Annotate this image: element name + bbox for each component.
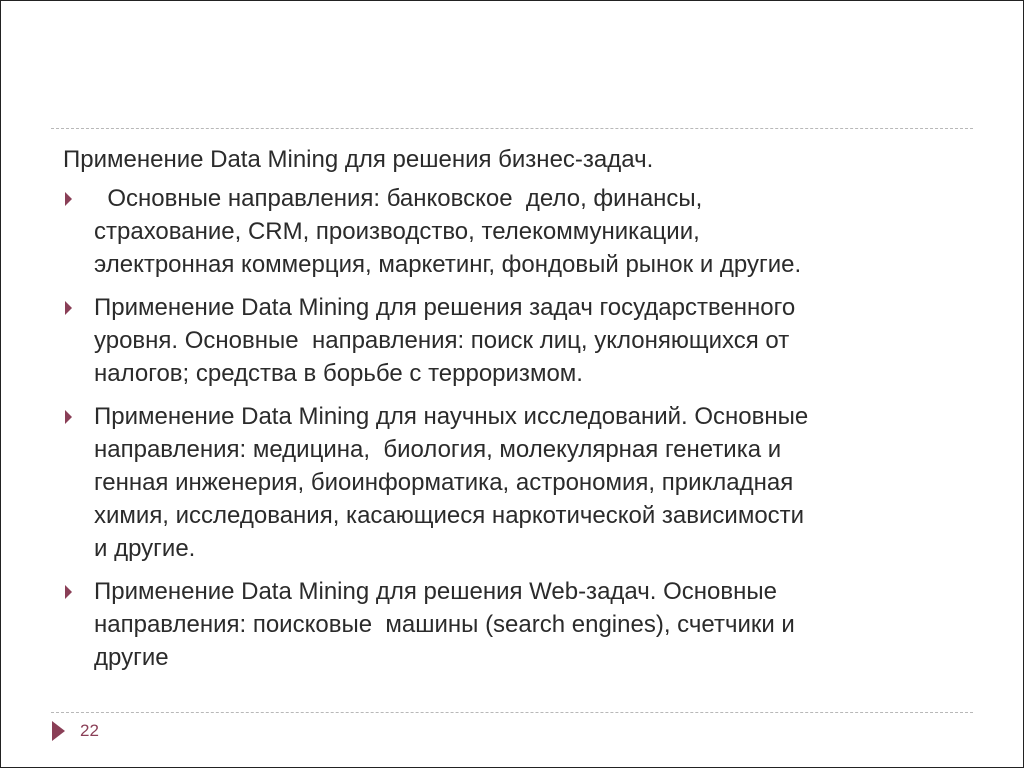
right-triangle-icon [65,301,72,315]
bullet-line: генная инженерия, биоинформатика, астрономия, прикладная [94,469,794,496]
bullet-line: Применение Data Mining для решения задач государственного [94,294,796,321]
bullet-line: уровня. Основные направления: поиск лиц, уклоняющихся от [94,327,790,354]
page-number: 22 [80,721,99,740]
bullet-line: Применение Data Mining для научных исследований. Основные [94,403,809,430]
slide-content [63,143,963,684]
bullet-line: страхование, CRM, производство, телекоммуникации, [94,218,700,245]
top-divider [51,128,973,129]
bullet-line: направления: поисковые машины (search engines), счетчики и [94,611,795,638]
bullet-line: Основные направления: банковское дело, финансы, [94,185,703,212]
bullet-line: направления: медицина, биология, молекулярная генетика и [94,436,782,463]
bullet-item-web [63,575,963,674]
bullet-line: химия, исследования, касающиеся наркотической зависимости [94,502,805,529]
bullet-line: Применение Data Mining для решения Web-задач. Основные [94,578,777,605]
right-triangle-icon [65,192,72,206]
bullet-item-science [63,400,963,565]
intro-text: Применение Data Mining для решения бизнес-задач. [63,146,654,173]
bullet-line: электронная коммерция, маркетинг, фондовый рынок и другие. [94,251,802,278]
right-triangle-icon [65,410,72,424]
right-triangle-icon [52,721,65,741]
bullet-line: другие [94,644,169,671]
bullet-line: налогов; средства в борьбе с терроризмом. [94,360,583,387]
bullet-item-banking [63,182,963,281]
bullet-item-government [63,291,963,390]
bullet-line: и другие. [94,535,196,562]
bullet-list [63,182,963,674]
bottom-divider [51,712,973,713]
right-triangle-icon [65,585,72,599]
